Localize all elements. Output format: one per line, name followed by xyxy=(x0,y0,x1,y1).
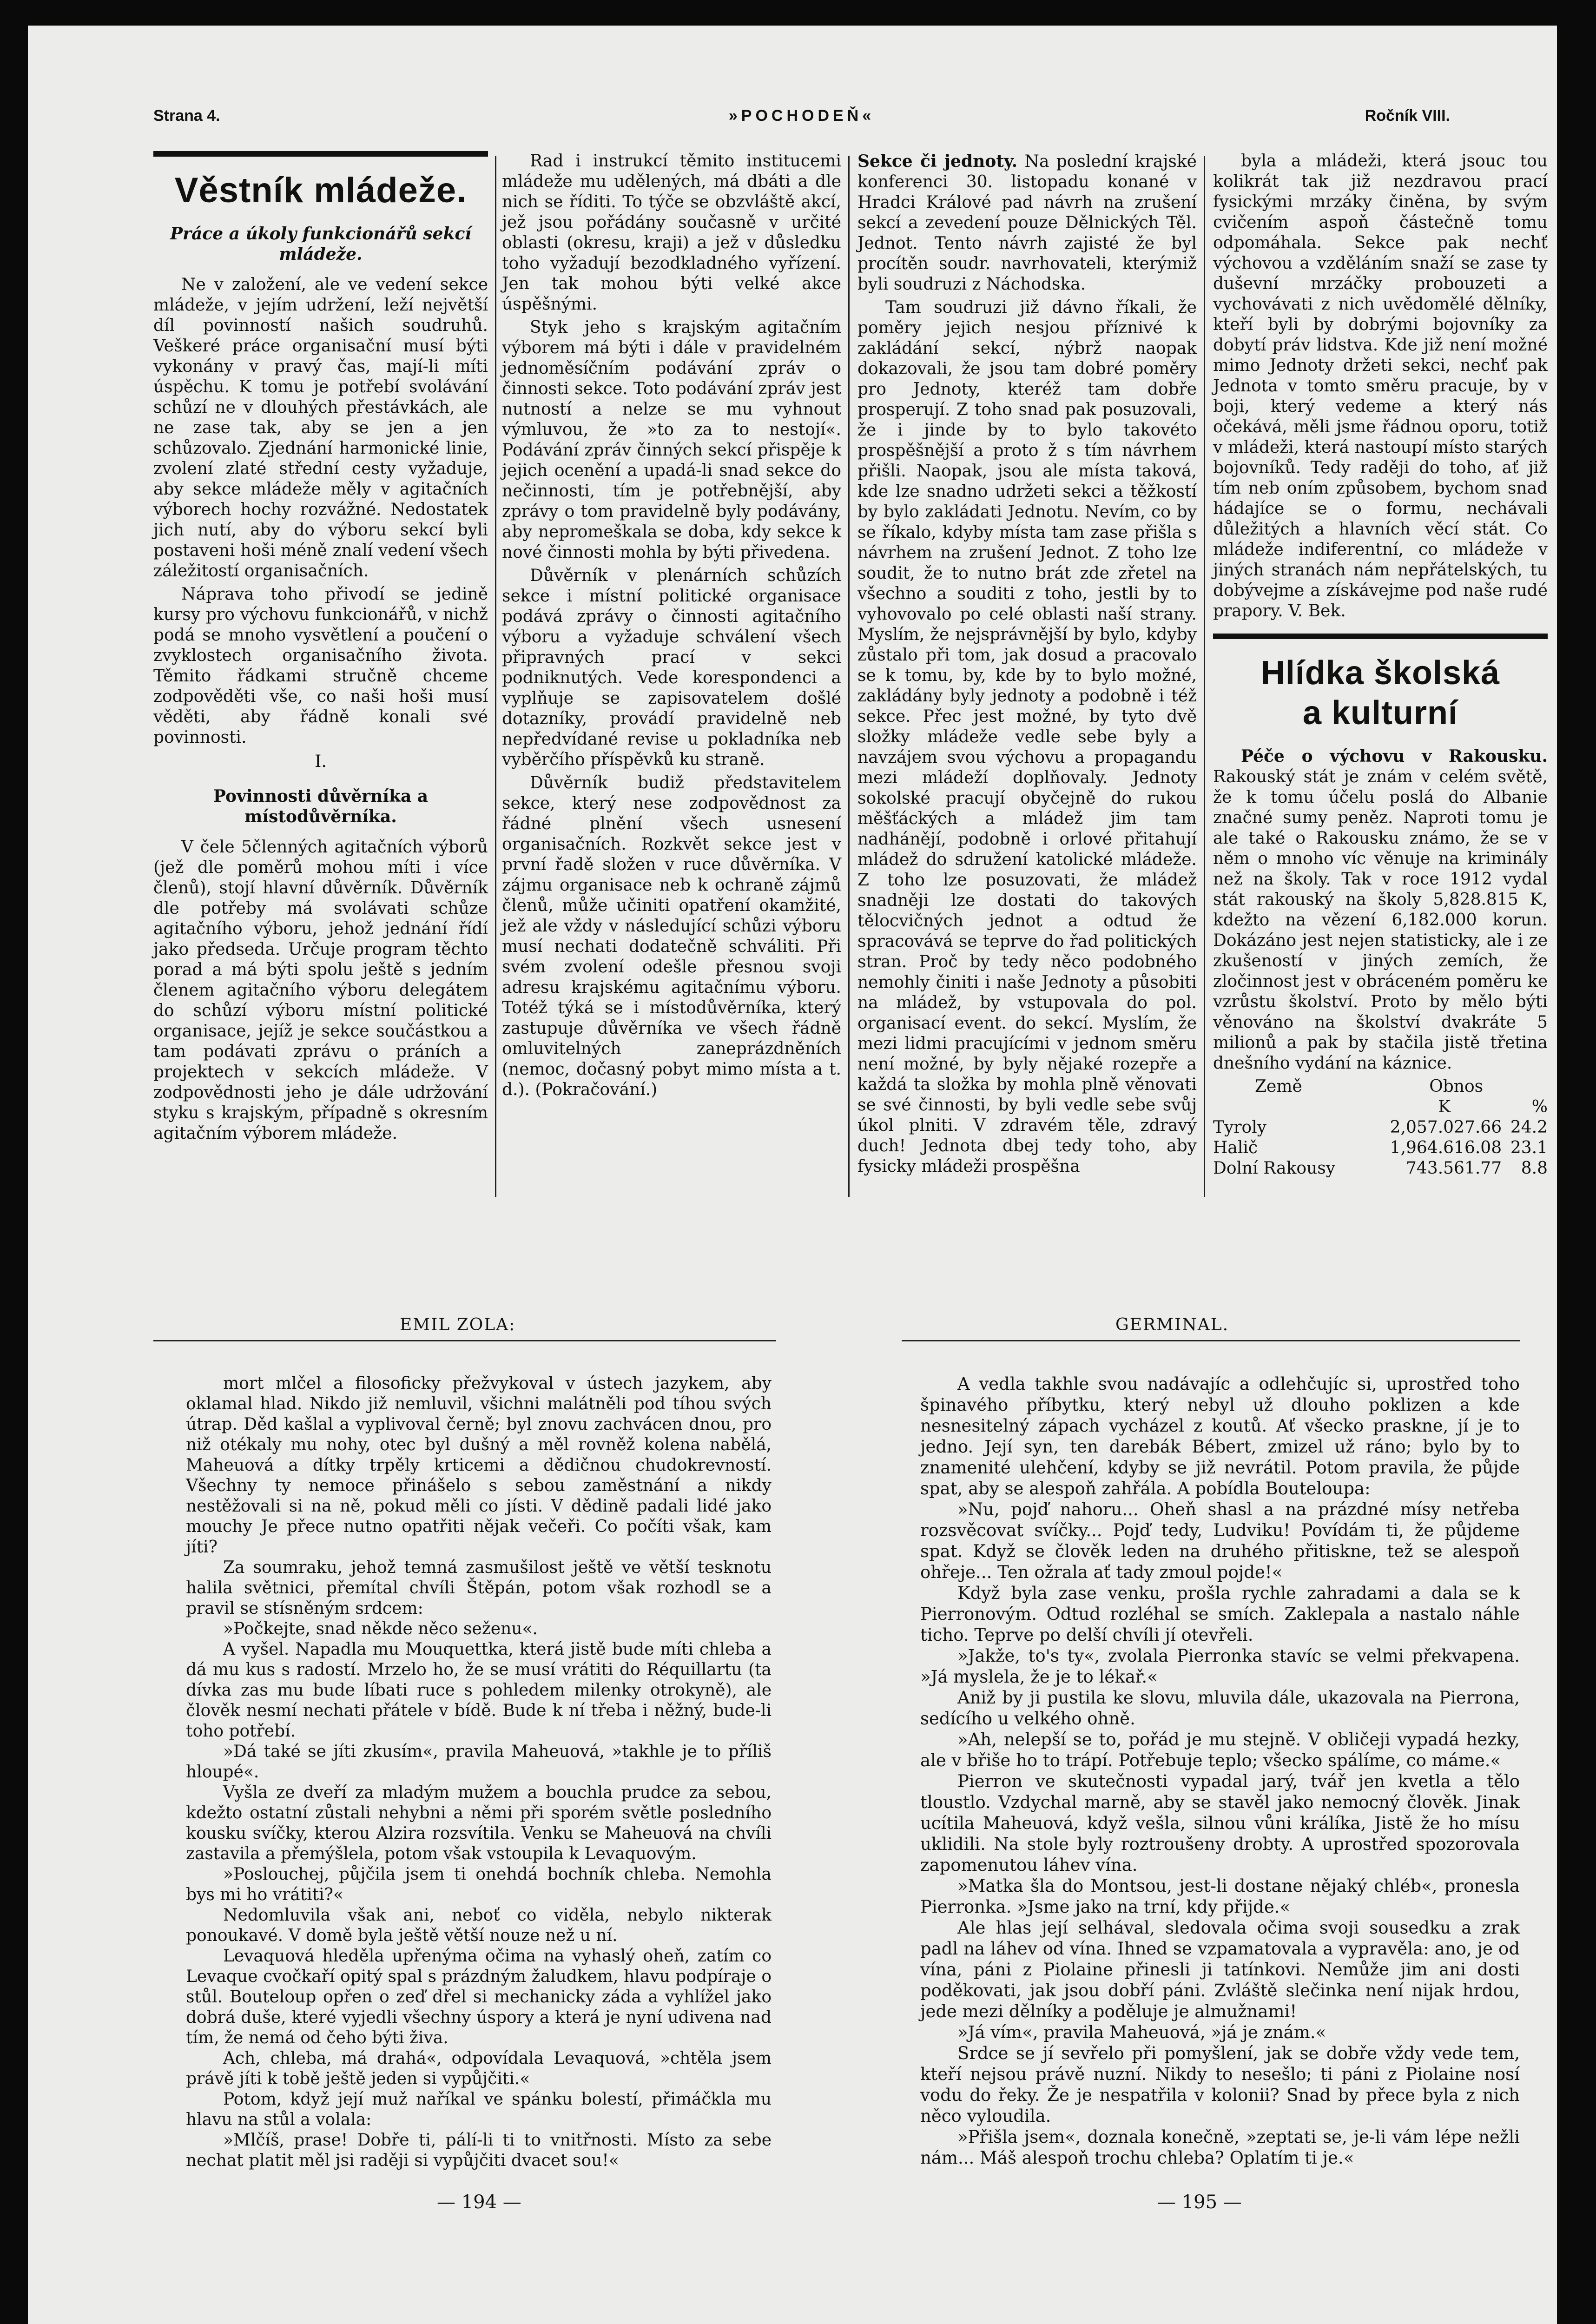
paragraph: mort mlčel a filosoficky přežvykoval v ústech jazykem, aby oklamal hlad. Nikdo již nemluvil, všichni malátněli pod tíhou svých útrap. Děd kašlal a vyplivoval černě; byl znovu zachvácen dnou, pro niž otékaly mu nohy, otec byl dušný a měl rovněž kolena nabělá, Maheuová a dítky trpěly krticemi a dědičnou chudokrevností. Všechny ty nemoce přinášelo s sebou zaměstnání a nikdy nestěžovali si na ně, pokud měli co jísti. V dědině padali lidé jako mouchy Je přece nutno opatřiti nějak večeři. Co počíti však, kam jíti? xyxy=(186,1374,772,1557)
column-divider xyxy=(495,156,496,1197)
paragraph: Pierron ve skutečnosti vypadal jarý, tvář jen kvetla a tělo tloustlo. Vzdychal marně, aby se stavěl jako nemocný člověk. Jinak ucítila Maheuová, když vešla, silnou vůni králíka, Jistě že ho mísu uklidili. Na stole byly roztroušeny drobty. A uprostřed spozorovala zapomenutou láhev vína. xyxy=(920,1771,1520,1875)
paragraph: »Jakže, to's ty«, zvolala Pierronka stavíc se velmi překvapena. »Já myslela, že je to lékař.« xyxy=(920,1646,1520,1687)
table-row: Halič 1,964.616.08 23.1 xyxy=(1213,1138,1548,1157)
article-lead: Sekce či jednoty. xyxy=(857,152,1018,171)
divider xyxy=(153,1340,776,1341)
page-header xyxy=(153,107,1450,139)
column-1 xyxy=(153,151,488,1147)
paragraph: Vyšla ze dveří za mladým mužem a bouchla prudce za sebou, kdežto ostatní zůstali nehybni a němi při sporém světle posledního kousku svíčky, kterou Alzira rozsvítila. Venku se Maheuová na chvíli zastavila a přemýšlela, potom však vstoupila k Levaquovým. xyxy=(186,1783,772,1863)
budget-table xyxy=(1213,1076,1548,1179)
article-body: Tam soudruzi již dávno říkali, že poměry jejich nesjou příznivé k zakládání sekcí, nýbrž naopak dokazovali, že jsou tam dobré poměry pro Jednoty, kteréž tam dobře prosperují. Z toho snad pak posuzovali, že i jinde by to bylo takovéto prospěšnější a proto ž s tím návrhem přišli. Naopak, jsou ale místa taková, kde lze snadno udržeti sekci a těžkostí by bylo zakládati Jednotu. Nevím, co by se říkalo, kdyby místa tam zase přišla s návrhem na zrušení Jednot. Z toho lze soudit, že to nutno brát zde zřetel na všechno a souditi z toho, jestli by to vyhovovalo po celé oblasti naší strany. Myslím, že nejsprávnější by bylo, kdyby zůstalo při tom, jak dosud a pracovalo se k tomu, by, kde by to bylo možné, zakládány byly jednoty a podobně i též sekce. Přec jest možné, by tyto dvě složky mládeže vedle sebe byly a navzájem svou výchovu a propagandu mezi mládeží doplňovaly. Jednoty sokolské pracují obyčejně do rukou měšťáckých a mládež jim tam nadhánějí, podobně i orlové přitahují mládež do sdružení katolické mládeže. Z toho lze posuzovati, že mládež snadněji lze dostati do takových tělocvičných jednot a odtud že spracovává se teprve do řad politických stran. Proč by tedy něco podobného nemohly činiti i naše Jednoty a působiti na mládež, by vstupovala do pol. organisací event. do sekcí. Myslím, že mezi lidmi pracujícími v jednom směru není možné, by byly nějaké rozepře a každá ta složka by mohla plně věnovati se své činnosti, by byli vedle sebe svůj úkol plniti. V zdravém těle, zdravý duch! Jednota dbej tedy toho, aby fysicky mládeži prospěšna xyxy=(857,298,1197,1176)
paragraph: »Matka šla do Montsou, jest-li dostane nějaký chléb«, pronesla Pierronka. »Jsme jako na trní, kdy přijde.« xyxy=(920,1876,1520,1917)
paragraph: Náprava toho přivodí se jedině kursy pro výchovu funkcionářů, v nichž podá se mnoho vysvětlení a poučení o zvyklostech organisačního života. Těmito řádkami stručně chceme zodpověděti vše, co naši hoši musí věděti, aby řádně konali své povinnosti. xyxy=(153,585,488,747)
book-page-number: — 194 — xyxy=(437,2192,521,2213)
table-header: K xyxy=(1438,1097,1451,1116)
paragraph: byla a mládeži, která jsouc tou kolikrát tak již nezdravou prací fysickými mrzáky činěna, by svým cvičením aspoň částečně tomu odpomáhala. Sekce pak nechť výchovou a vzděláním snaží se zase ty duševní mrzáčky probouzeti a vychovávati z nich uvědomělé dělníky, kteří byli by dobrými bojovníky za dobytí práv lidstva. Kde již není možné mimo Jednoty držeti sekci, nechť pak Jednota v tomto směru pracuje, by v boji, který vedeme a který nás očekává, měli jsme řádnou oporu, totiž v mládeži, která nastoupí místo starých bojovníků. Tedy raději do toho, ať již tím neb oním způsobem, bychom snad hádajíce se o formu, nechávali důležitých a hlavních věcí stát. Co mládeže indiferentní, co mládeže v jiných stranách nám nepřátelských, tu dobývejme a získávejme pod naše rudé prapory. V. Bek. xyxy=(1213,152,1548,621)
table-header: Obnos xyxy=(1429,1077,1484,1096)
paragraph: Potom, když její muž naříkal ve spánku bolestí, přimáčkla mu hlavu na stůl a volala: xyxy=(186,2090,772,2129)
book-page-right xyxy=(920,1373,1520,2168)
paragraph: »Já vím«, pravila Maheuová, »já je znám.« xyxy=(957,2022,1326,2042)
newspaper-page xyxy=(28,26,1557,2324)
table-header: % xyxy=(1531,1097,1548,1116)
divider xyxy=(153,151,488,157)
paragraph: Důvěrník budiž představitelem sekce, který nese zodpovědnost za řádné plnění všech usnesení organisačních. Rozkvět sekce jest v první řadě složen v ruce důvěrníka. V zájmu organisace neb k ochraně zájmů členů, může učiniti opatření okamžité, jež ale vždy v následující schůzi výboru musí nechati dodatečně schváliti. Při svém zvolení odešle přesnou svoji adresu krajskému agitačnímu výboru. Totéž týká se i místodůvěrníka, který zastupuje důvěrníka ve všech řádně omluvitelných zaneprázdněních (nemoc, dočasný pobyt mimo místa a t. d.). (Pokračování.) xyxy=(502,773,841,1099)
paragraph: Za soumraku, jehož temná zasmušilost ještě ve větší tesknotu halila světnici, přemítal chvíli Štěpán, potom však rozhodl se a pravil se stísněným srdcem: xyxy=(186,1558,772,1618)
paragraph: A vyšel. Napadla mu Mouquettka, která jistě bude míti chleba a dá mu kus s radostí. Mrzelo ho, že se musí vrátiti do Réquillartu (ta dívka zas mu bude líbati ruce s pohledem milenky otrokyně), ale člověk nesmí nechati přátele v bídě. Bude k ní třeba i něžný, bude-li toho potřebí. xyxy=(186,1640,772,1741)
book-author: EMIL ZOLA: xyxy=(400,1315,516,1334)
paragraph: V čele 5členných agitačních výborů (jež dle poměrů mohou míti i více členů), stojí hlavní důvěrník. Důvěrník dle potřeby má svolávati schůze agitačního výboru, jehož jednání řídí jako předseda. Určuje program těchto porad a má býti spolu ještě s jedním členem agitačního výboru delegátem do schůzí výboru místní politické organisace, jejíž je sekce součástkou a tam podávati zprávu o práních a projektech v sekcích mládeže. V zodpovědnosti jeho je dále udržování styku s krajským, případně s okresním agitačním výborem mládeže. xyxy=(153,838,488,1143)
column-2 xyxy=(502,151,841,1103)
paragraph: Ale hlas její selhával, sledovala očima svoji sousedku a zrak padl na láhev od vína. Ihned se vzpamatovala a vypravěla: ano, je od vína, páni z Piolaine přinesli ji tatínkovi. Nemůže jim ani dosti poděkovati, jak jsou dobří páni. Zvláště slečinka není nijak hrdou, jede mezi dělníky a poděluje je almužnami! xyxy=(920,1918,1520,2021)
column-3 xyxy=(857,151,1197,1180)
section-heading-vestnik: Věstník mládeže. xyxy=(174,171,467,210)
paragraph: »Přišla jsem«, doznala konečně, »zeptati se, je-li vám lépe nežli nám... Máš alespoň trochu chleba? Oplatím ti je.« xyxy=(920,2127,1520,2168)
table-header: Země xyxy=(1255,1077,1302,1096)
paragraph: »Ah, nelepší se to, pořád je mu stejně. V obličeji vypadá hezky, ale v břiše ho to trápí. Potřebuje teplo; všecko spálíme, co máme.« xyxy=(920,1730,1520,1770)
page-number-label: Strana 4. xyxy=(153,107,220,125)
table-row: Dolní Rakousy 743.561.77 8.8 xyxy=(1213,1159,1548,1178)
paragraph: Důvěrník v plenárních schůzích sekce i místní politické organisace podává zprávy o činnosti agitačního výboru a vyžaduje schválení všech připravných prací v sekci podniknutých. Vede korespondenci a vyplňuje se zapisovatelem došlé dotazníky, provádí pravidelně neb nepředvídané revise u pokladníka neb vyběrčího příspěvků ku straně. xyxy=(502,566,841,769)
paragraph: Rad i instrukcí těmito institucemi mládeže mu udělených, má dbáti a dle nich se říditi. To týče se obzvláště akcí, jež jsou pořádány současně v určité oblasti (okresu, kraji) a jež v důsledku toho vyžadují bezodkladného vyřízení. Jen tak mohou býti velké akce úspěšnými. xyxy=(502,152,841,314)
book-title: GERMINAL. xyxy=(1115,1315,1229,1334)
article-subtitle: Práce a úkoly funkcionářů sekcí mládeže. xyxy=(170,224,472,264)
paragraph: Ne v založení, ale ve vedení sekce mládeže, v jejím udržení, leží největší díl povinností našich soudruhů. Veškeré práce organisační musí býti vykonány v pravý čas, mají-li míti úspěchu. K tomu je potřebí svolávání schůzí ne v dlouhých přestávkách, ale ne zase tak, aby se jen a jen schůzovalo. Zjednání harmonické linie, zvolení zlaté střední cesty vyžaduje, aby sekce mládeže měly v agitačních výborech hochy rozvážné. Nedostatek jich nutí, aby do výboru sekcí byli postaveni hoši méně znalí vedení všech záležitostí organisačních. xyxy=(153,275,488,581)
roman-numeral: I. xyxy=(315,752,327,771)
paragraph: »Poslouchej, půjčila jsem ti onehdá bochník chleba. Nemohla bys mi ho vrátiti?« xyxy=(186,1865,772,1904)
divider xyxy=(902,1340,1520,1341)
paragraph: Ach, chleba, má drahá«, odpovídala Levaquová, »chtěla jsem právě jíti k tobě ještě jeden si vypůjčiti.« xyxy=(186,2049,772,2088)
book-page-number: — 195 — xyxy=(1157,2192,1242,2213)
paragraph: Levaquová hleděla upřenýma očima na vyhaslý oheň, zatím co Levaque cvočkaří opitý spal s prázdným žaludkem, hlavu podpíraje o stůl. Bouteloup opřen o zeď dřel si mechanicky záda a vyhlížel jako dobrá duše, které vyjedli všechny úspory a která je nyní udivena nad tím, že nemá od čeho býti živa. xyxy=(186,1947,772,2047)
volume-label: Ročník VIII. xyxy=(1365,107,1450,125)
divider xyxy=(1213,634,1548,639)
article-lead: Péče o výchovu v Rakousku. xyxy=(1241,746,1548,766)
column-divider xyxy=(1204,156,1205,1197)
section-heading-hlidka: Hlídka školská a kulturní xyxy=(1260,654,1500,732)
paragraph: Když byla zase venku, prošla rychle zahradami a dala se k Pierronovým. Odtud rozléhal se smích. Zaklepala a nastalo náhle ticho. Teprve po delší chvíli jí otevřeli. xyxy=(920,1583,1520,1645)
paragraph: Aniž by ji pustila ke slovu, mluvila dále, ukazovala na Pierrona, sedícího u velkého ohně. xyxy=(920,1688,1520,1729)
paragraph: Styk jeho s krajským agitačním výborem má býti i dále v pravidelném jednoměsíčním podávání zpráv o činnosti sekce. Toto podávání zpráv jest nutností a nelze se mu vyhnout výmluvou, že »to za to nestojí«. Podávání zpráv činných sekcí přispěje k jejich ocenění a upadá-li snad sekce do nečinnosti, tím je potřebnější, aby zprávy o tom pravidelně byly podávány, aby nepromeškala se doba, kdy sekce k nové činnosti mohla by býti přivedena. xyxy=(502,318,841,562)
paragraph: »Nu, pojď nahoru... Oheň shasl a na prázdné mísy netřeba rozsvěcovat svíčky... Pojď tedy, Ludviku! Povídám ti, že půjdeme spat. Když se člověk leden na druhého přitiskne, tež se alespoň ohřeje... Ten ožrala ať tady zmoul pojde!« xyxy=(920,1499,1520,1582)
paragraph: »Dá také se jíti zkusím«, pravila Maheuová, »takhle je to příliš hloupé«. xyxy=(186,1742,772,1782)
article-body: Péče o výchovu v Rakousku. Rakouský stát je znám v celém světě, že k tomu účelu poslá do Albanie značné sumy peněz. Naproti tomu je ale také o Rakousku známo, že se v něm o mnoho víc věnuje na kriminály než na školy. Tak v roce 1912 vydal stát rakouský na školy 5,828.815 K, kdežto na vězení 6,182.000 korun. Dokázáno jest nejen statisticky, ale i ze zkušeností v jiných zemích, že zločinnost jest v obráceném poměru ke vzrůstu školství. Proto by mělo býti věnováno na školství dvakráte 5 milionů a pak by stačila jistě třetina dnešního vydání na káznice. xyxy=(1213,746,1548,1073)
paragraph: »Počkejte, snad někde něco seženu«. xyxy=(223,1619,538,1638)
article-body: Sekce či jednoty. Na poslední krajské konferenci 30. listopadu konané v Hradci Králové pad návrh na zrušení sekcí a zevedení pouze Dělnických Těl. Jednot. Tento návrh zajisté že byl procítěn soudr. navrhovateli, kterýmiž byli soudruzi z Náchodska. xyxy=(857,152,1197,294)
column-4 xyxy=(1213,151,1548,1179)
paragraph: Srdce se jí sevřelo při pomyšlení, jak se dobře vždy vede tem, kteří nejsou právě nuzní. Nikdy to nesešlo; ti páni z Piolaine nosí vodu do řeky. Že je nespatřila v kolonii? Snad by přece byla z nich něco vyloudila. xyxy=(920,2043,1520,2126)
table-row: Tyroly 2,057.027.66 24.2 xyxy=(1213,1118,1548,1137)
paragraph: »Mlčíš, prase! Dobře ti, pálí-li ti to vnitřnosti. Místo za sebe nechat platit měl jsi raději si vypůjčiti dvacet sou!« xyxy=(186,2131,772,2170)
book-page-left xyxy=(186,1373,772,2171)
paragraph: A vedla takhle svou nadávajíc a odlehčujíc si, uprostřed toho špinavého příbytku, který nebyl už dlouho poklizen a kde nesnesitelný zápach vycházel z koutů. Ať všecko praskne, jí je to jedno. Její syn, ten darebák Bébert, zmizel už ráno; bylo by to znamenité ulehčení, kdyby se již nevrátil. Potom pravila, že půjde spat, aby se alespoň zahřála. A pobídla Bouteloupa: xyxy=(920,1374,1520,1499)
section-subtitle: Povinnosti důvěrníka a místodůvěrníka. xyxy=(213,786,429,826)
paragraph: Nedomluvila však ani, neboť co viděla, nebylo nikterak ponoukavé. V domě byla ještě větší nouze než u ní. xyxy=(186,1906,772,1945)
column-divider xyxy=(848,156,850,1197)
newspaper-title: »POCHODEŇ« xyxy=(728,107,875,125)
